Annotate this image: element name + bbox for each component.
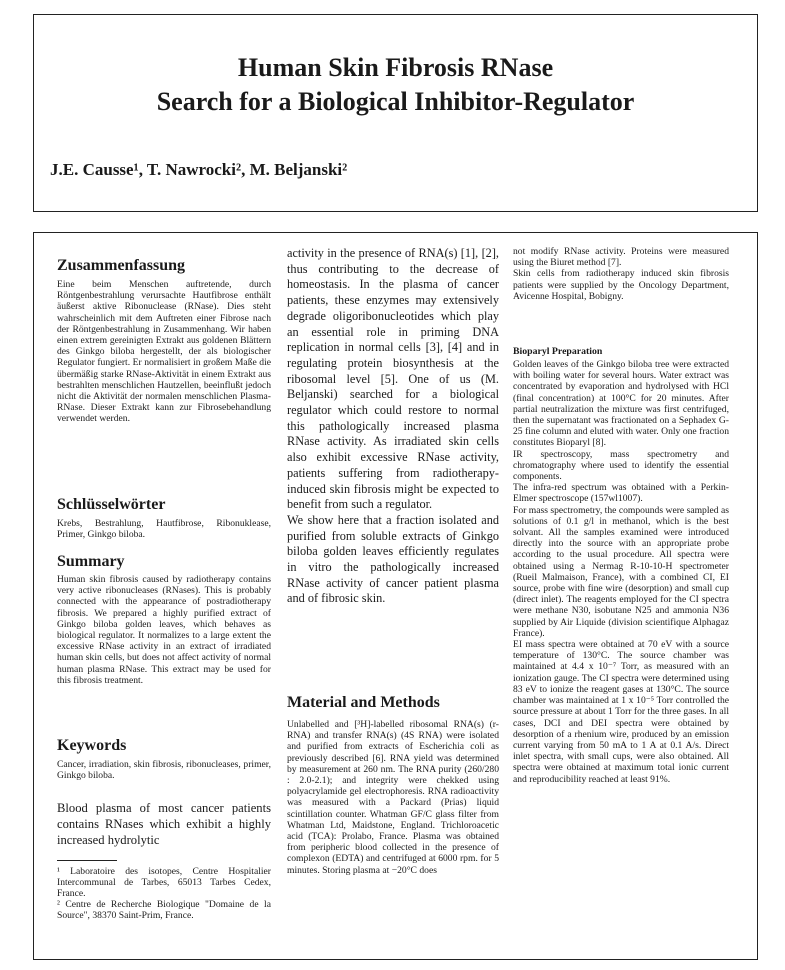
schluesselwoerter-text: Krebs, Bestrahlung, Hautfibrose, Ribonuklease, Primer, Ginkgo biloba.	[57, 518, 271, 541]
col3-paragraph-6: For mass spectrometry, the compounds were sampled as solutions of 0.1 g/l in methanol, which is the best solvant. All the samples examined were introduced directly into the source with an appropriate probe according to the usual procedure. All spectra were obtained using a Nermag R-10-10-H spectrometer (Rueil Malmaison, France), with a combined CI, EI source, probe with fine wire (desorption) and small cup (direct inlet). The reagents employed for the CI spectra were methane N30, isobutane N25 and ammonia N36 supplied by Air Liquide (division scientifique Alphagaz France).	[513, 504, 729, 639]
col3-paragraph-4: IR spectroscopy, mass spectrometry and chromatography where used to identify the essential components.	[513, 448, 729, 483]
col3-paragraph-1: not modify RNase activity. Proteins were measured using the Biuret method [7].	[513, 246, 729, 269]
footnote-2: ² Centre de Recherche Biologique "Domaine de la Source", 38370 Saint-Prim, France.	[57, 899, 271, 922]
title-line-1: Human Skin Fibrosis RNase	[237, 53, 554, 82]
summary-text: Human skin fibrosis caused by radiotherapy contains very active ribonucleases (RNases). This is probably connected with the appearance of postradiotherapy fibrosis. We prepared a highly purified extract of Ginkgo biloba golden leaves, which behaves as biological regulator. It normalizes to a large extent the excessive RNase activity in an extract of irradiated human skin cells, but does not affect activity of normal human plasma RNase. This extract may be used for this fibrosis treatment.	[57, 574, 271, 686]
footnote-1: ¹ Laboratoire des isotopes, Centre Hospitalier Intercommunal de Tarbes, 65013 Tarbes Cedex, France.	[57, 866, 271, 900]
bioparyl-heading: Bioparyl Preparation	[513, 346, 603, 357]
intro-continuation	[287, 246, 499, 607]
intro-paragraph-1: activity in the presence of RNA(s) [1], [2], thus contributing to the decrease of homeostasis. In the plasma of cancer patients, these enzymes may extensively degrade oligoribonucleotides which play an essential role in priming DNA replication in normal cells [3], [4] and in regulating protein biosynthesis at the ribosomal level [5]. One of us (M. Beljanski) searched for a biological regulator which could restore to normal this pathologically increased plasma RNase activity. As irradiated skin cells also exhibit excessive RNase activity, patients suffering from radiotherapy-induced skin fibrosis might be expected to benefit from such a regulator.	[287, 246, 499, 512]
methods-text: Unlabelled and [³H]-labelled ribosomal RNA(s) (r-RNA) and transfer RNA(s) (4S RNA) were isolated and purified from extracts of Escherichia coli as previously described [6]. RNA yield was determined by measurement at 260 nm. The RNA purity (260/280 : 2.0-2.1); and integrity were chekked using polyacrylamide gel electrophoresis. RNA radioactivity was measured with a Packard (Prias) liquid scintillation counter. Whatman GF/C glass filter from Whatman Ltd, Maidstone, England. Trichloroacetic acid (TCA): Prolabo, France. Plasma was obtained from peripheric blood collected in the presence of complexon (EDTA) and centrifuged at 6000 rpm. for 5 minutes. Storing plasma at −20°C does	[287, 719, 499, 876]
authors: J.E. Causse¹, T. Nawrocki², M. Beljanski²	[50, 160, 348, 179]
title-box	[33, 14, 758, 212]
col3-paragraph-5: The infra-red spectrum was obtained with a Perkin-Elmer spectroscope (157wl1007).	[513, 482, 729, 505]
zusammenfassung-text: Eine beim Menschen auftretende, durch Röntgenbestrahlung verursachte Hautfibrose enthält äußerst aktive Ribonuclease (RNase). Dies steht wahrscheinlich mit dem Auftreten einer Fibrose nach der Röntgenbestrahlung in Zusammenhang. Wir haben einen extrem gereinigten Extrakt aus goldenen Blättern des Ginkgo biloba hergestellt, der als biologischer Regulator fungiert. Er normalisiert in großem Maße die übermäßig starke RNase-Aktivität in einem Extrakt aus bestrahlten menschlichen Hautzellen, beeinflußt jedoch nicht die Aktivität der normalen menschlichen Plasma-RNase. Dieser Extrakt kann zur Fibrosebehandlung verwendet werden.	[57, 279, 271, 425]
summary-heading: Summary	[57, 553, 125, 570]
intro-paragraph-2: We show here that a fraction isolated and purified from soluble extracts of Ginkgo biloba golden leaves efficiently regulates in vitro the pathologically increased RNase activity of cancer patient plasma and of fibrosic skin.	[287, 512, 499, 606]
schluesselwoerter-heading: Schlüsselwörter	[57, 496, 166, 513]
col3-top	[513, 246, 729, 302]
col3-body	[513, 359, 729, 785]
col3-paragraph-7: EI mass spectra were obtained at 70 eV with a source temperature of 130°C. The source chamber was maintained at 4.4 x 10⁻⁷ Torr, as measured with an ionization gauge. The CI spectra were determined using 83 eV to ionize the reagent gases at 130°C. The source chamber was maintained at 1 x 10⁻⁵ Torr controlled the source pressure at about 1 Torr for the three gases. In all cases, DCI and DEI spectra were obtained by desorption of a rhenium wire, produced by an emission current varying from 50 mA to 1 A at 0.1 A/s. Direct inlet spectra, with small cups, were also obtained. All spectra were obtained at maximum total ionic current and reproducibility reached at least 91%.	[513, 639, 729, 785]
article-title	[34, 51, 757, 119]
zusammenfassung-heading: Zusammenfassung	[57, 257, 186, 274]
keywords-heading: Keywords	[57, 737, 127, 754]
footnote-rule	[57, 860, 117, 861]
title-line-2: Search for a Biological Inhibitor-Regulator	[156, 87, 635, 116]
intro-start: Blood plasma of most cancer patients contains RNases which exhibit a highly increased hydrolytic	[57, 801, 271, 847]
methods-heading: Material and Methods	[287, 694, 440, 711]
col3-paragraph-2: Skin cells from radiotherapy induced skin fibrosis patients were supplied by the Oncology Department, Avicenne Hospital, Bobigny.	[513, 268, 729, 302]
keywords-text: Cancer, irradiation, skin fibrosis, ribonucleases, primer, Ginkgo biloba.	[57, 759, 271, 782]
col3-paragraph-3: Golden leaves of the Ginkgo biloba tree were extracted with boiling water for several hours. Water extract was concentrated by evaporation and hydrolysed with HCl (final concentration) at 100°C for 20 minutes. After partial neutralization the mixture was first centrifuged, then the supernatant was fractionated on a Sephadex G-25 fine column and eluted with water. Only one fraction constitutes Bioparyl [8].	[513, 359, 729, 449]
